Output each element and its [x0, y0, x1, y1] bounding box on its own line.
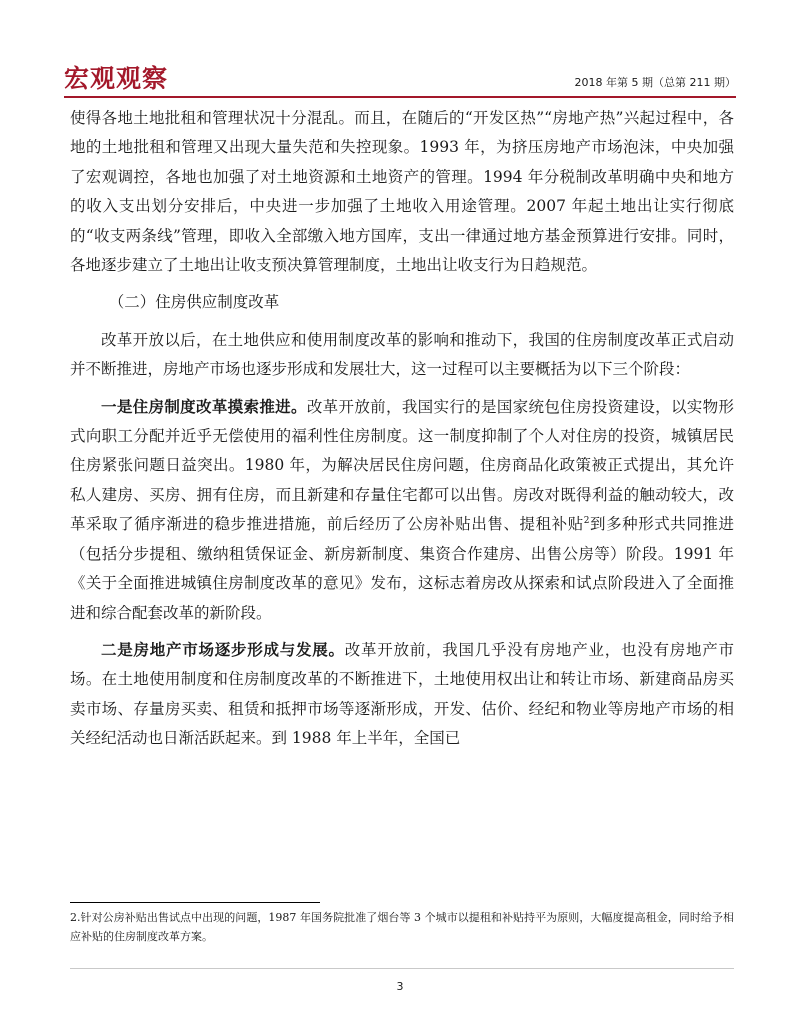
paragraph-lead: 二是房地产市场逐步形成与发展。 — [101, 640, 345, 659]
section-heading: （二）住房供应制度改革 — [108, 293, 280, 312]
paragraph-text: 到多种形式共同推进（包括分步提租、缴纳租赁保证金、新房新制度、集资合作建房、出售公房等）阶段。1991 年《关于全面推进城镇住房制度改革的意见》发布，这标志着房改从探索和试点阶段进入了全面推进和综合配套改革的新阶段。 — [70, 515, 734, 622]
paragraph-market-formation — [70, 636, 734, 754]
footnote-divider — [70, 902, 320, 903]
paragraph-text: 改革开放前，我国实行的是国家统包住房投资建设，以实物形式向职工分配并近乎无偿使用的福利性住房制度。这一制度抑制了个人对住房的投资，城镇居民住房紧张问题日益突出。1980 年，为解决居民住房问题，住房商品化政策被正式提出，其允许私人建房、买房、拥有住房，而且新建和存量住宅都可以出售。房改对既得利益的触动较大，改革采取了循序渐进的稳步推进措施，前后经历了公房补贴出售、提租补贴 — [70, 397, 734, 534]
page-header — [64, 64, 736, 98]
paragraph-housing-reform — [70, 393, 734, 628]
footnote-reference[interactable]: 2 — [583, 516, 590, 527]
header-rule — [64, 96, 736, 98]
article-body — [70, 104, 734, 762]
paragraph-housing-intro: 改革开放以后，在土地供应和使用制度改革的影响和推动下，我国的住房制度改革正式启动并不断推进，房地产市场也逐步形成和发展壮大，这一过程可以主要概括为以下三个阶段： — [70, 330, 734, 379]
paragraph-lead: 一是住房制度改革摸索推进。 — [101, 397, 307, 416]
paragraph-text: 改革开放前，我国几乎没有房地产业，也没有房地产市场。在土地使用制度和住房制度改革的不断推进下，土地使用权出让和转让市场、新建商品房买卖市场、存量房买卖、租赁和抵押市场等逐渐形成，开发、估价、经纪和物业等房地产市场的相关经纪活动也日渐活跃起来。到 1988 年上半年，全国已 — [70, 640, 734, 748]
page-number: 3 — [396, 980, 404, 993]
paragraph-land-management: 使得各地土地批租和管理状况十分混乱。而且，在随后的“开发区热”“房地产热”兴起过程中，各地的土地批租和管理又出现大量失范和失控现象。1993 年，为挤压房地产市场泡沫，中央加强了宏观调控，各地也加强了对土地资源和土地资产的管理。1994 年分税制改革明确中央和地方的收入支出划分安排后，中央进一步加强了土地收入用途管理。2007 年起土地出让实行彻底的“收支两条线”管理，即收入全部缴入地方国库，支出一律通过地方基金预算进行安排。同时，各地逐步建立了土地出让收支预决算管理制度，土地出让收支行为日趋规范。 — [70, 109, 734, 275]
issue-number: 2018 年第 5 期（总第 211 期） — [574, 76, 736, 89]
footnote: 2.针对公房补贴出售试点中出现的问题，1987 年国务院批准了烟台等 3 个城市以提租和补贴持平为原则，大幅度提高租金，同时给予相应补贴的住房制度改革方案。 — [70, 911, 734, 943]
footer-rule — [70, 968, 734, 969]
publication-title: 宏观观察 — [64, 64, 169, 93]
